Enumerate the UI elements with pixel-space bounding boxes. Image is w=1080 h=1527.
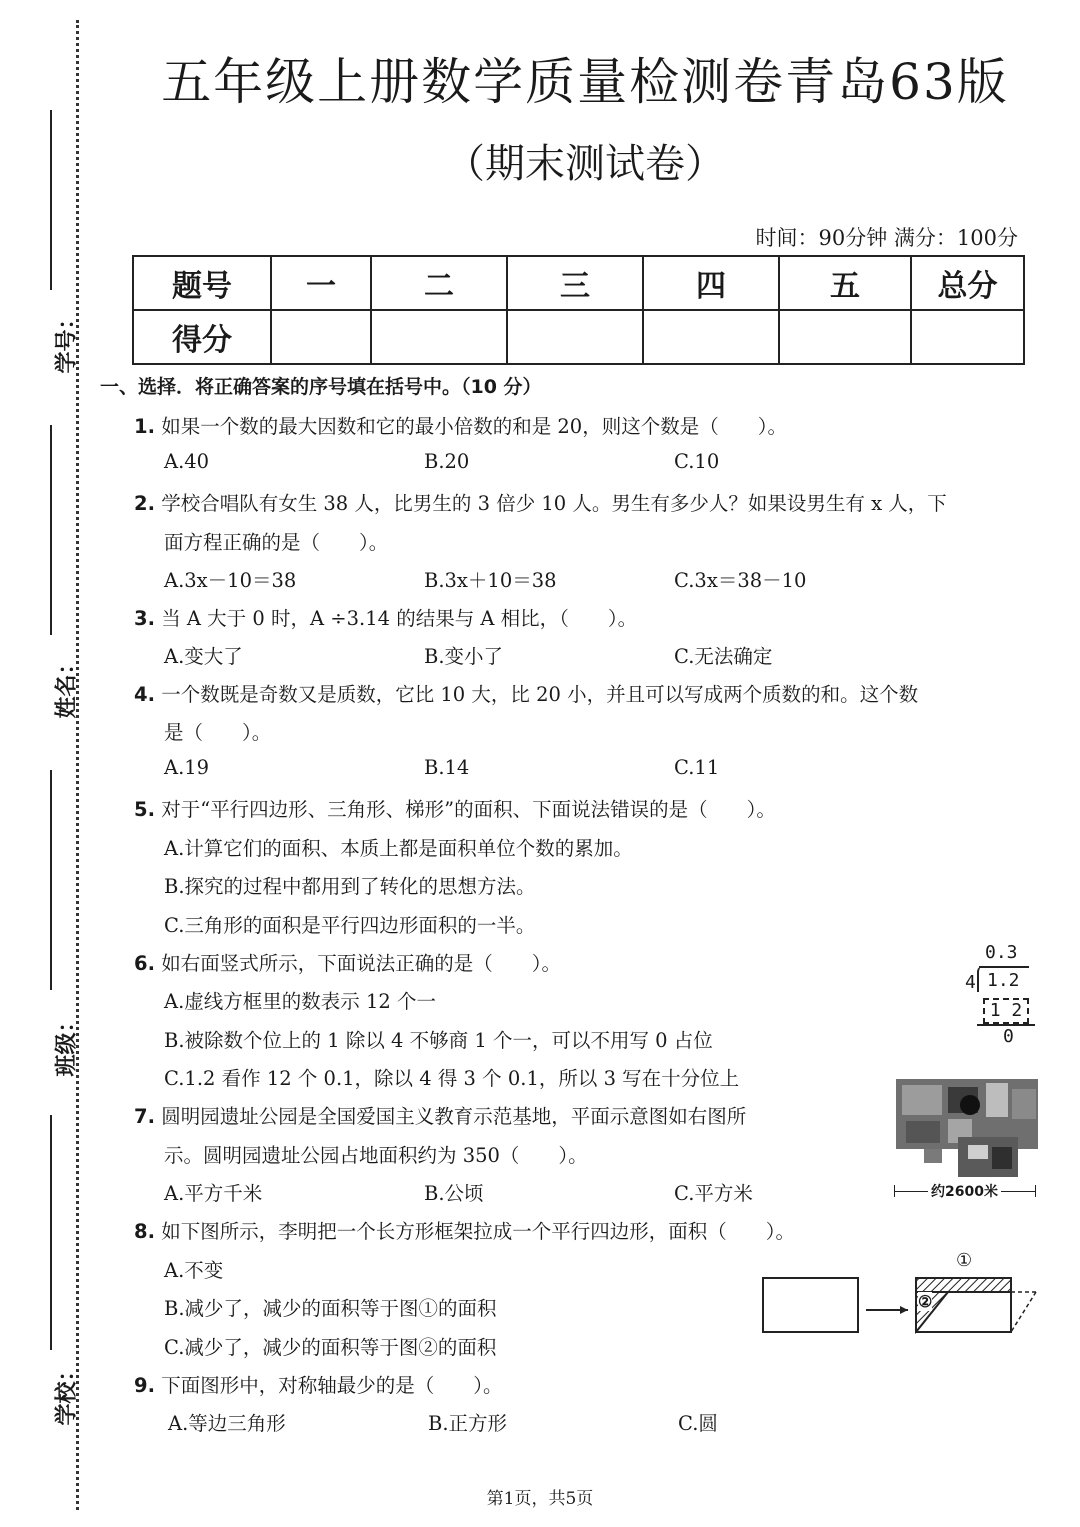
score-value-row [133,310,1024,364]
question-text-cont: 是（ ）。 [164,721,272,744]
question-1 [134,411,787,439]
question-number: 4. [134,683,155,706]
question-number: 2. [134,492,155,515]
question-text: 下面图形中，对称轴最少的是（ ）。 [161,1374,503,1397]
question-text: 如下图所示，李明把一个长方形框架拉成一个平行四边形，面积（ ）。 [161,1220,795,1243]
option-b[interactable]: B.减少了，减少的面积等于图①的面积 [164,1297,497,1320]
question-8 [134,1216,795,1244]
option-c[interactable]: C.11 [674,756,720,779]
time-info: 时间：90分钟 满分：100分 [755,226,1018,250]
school-rule [50,1115,52,1350]
question-7 [134,1101,746,1129]
division-remainder: 0 [1003,1026,1014,1047]
option-b[interactable]: B.20 [424,450,470,473]
option-a[interactable]: A.等边三角形 [168,1412,286,1435]
park-map-figure [888,1075,1040,1205]
question-text: 当 A 大于 0 时，A ÷3.14 的结果与 A 相比，（ ）。 [161,607,638,630]
frame-transform-diagram [758,1252,1048,1342]
class-label: 班级： [54,1010,80,1077]
option-a[interactable]: A.3x－10＝38 [164,569,297,592]
question-text: 一个数既是奇数又是质数，它比 10 大，比 20 小，并且可以写成两个质数的和。这个数 [161,683,919,706]
question-number: 7. [134,1105,155,1128]
score-header-cell: 题号 [133,256,271,310]
question-text: 圆明园遗址公园是全国爱国主义教育示范基地，平面示意图如右图所 [161,1105,747,1128]
question-number: 8. [134,1220,155,1243]
school-label: 学校： [54,1359,80,1426]
question-number: 5. [134,798,155,821]
question-number: 9. [134,1374,155,1397]
option-b[interactable]: B.14 [424,756,470,779]
option-c[interactable]: C.1.2 看作 12 个 0.1，除以 4 得 3 个 0.1，所以 3 写在十分位上 [164,1067,740,1090]
scale-label: 约2600米 [928,1181,1001,1201]
score-cell[interactable] [779,310,911,364]
option-a[interactable]: A.计算它们的面积、本质上都是面积单位个数的累加。 [164,837,633,860]
question-text-cont: 示。圆明园遗址公园占地面积约为 350（ ）。 [164,1144,588,1167]
score-header-cell: 二 [371,256,507,310]
option-a[interactable]: A.虚线方框里的数表示 12 个一 [164,990,436,1013]
section-heading: 一、选择．将正确答案的序号填在括号中。（10 分） [100,376,542,398]
option-b[interactable]: B.被除数个位上的 1 除以 4 不够商 1 个一，可以不用写 0 占位 [164,1029,713,1052]
score-header-cell: 一 [271,256,371,310]
binding-dotted-line [76,20,79,1510]
question-number: 1. [134,415,155,438]
school-field[interactable] [18,1115,80,1426]
score-cell[interactable] [271,310,371,364]
question-9 [134,1370,502,1398]
student-no-rule [50,110,52,290]
class-rule [50,770,52,990]
name-rule [50,425,52,635]
scale-tick-left [894,1185,895,1197]
option-c[interactable]: C.圆 [678,1412,718,1435]
question-6 [134,948,561,976]
division-dividend: 1.2 [987,970,1020,991]
score-cell[interactable] [507,310,643,364]
option-b[interactable]: B.探究的过程中都用到了转化的思想方法。 [164,875,536,898]
option-b[interactable]: B.正方形 [428,1412,508,1435]
class-field[interactable] [18,770,80,1077]
option-a[interactable]: A.40 [164,450,210,473]
option-a[interactable]: A.不变 [164,1259,224,1282]
question-5 [134,794,776,822]
question-text: 如右面竖式所示，下面说法正确的是（ ）。 [161,952,561,975]
label-region-2: ② [918,1292,933,1311]
student-no-field[interactable] [18,110,80,374]
option-a[interactable]: A.变大了 [164,645,243,668]
division-product-dashed-box: 1 2 [983,998,1029,1024]
score-cell[interactable] [371,310,507,364]
option-c[interactable]: C.减少了，减少的面积等于图②的面积 [164,1336,497,1359]
question-number: 6. [134,952,155,975]
name-label: 姓名： [54,652,80,719]
score-header-cell: 五 [779,256,911,310]
option-a[interactable]: A.19 [164,756,210,779]
student-no-label: 学号： [54,307,80,374]
score-header-row [133,256,1024,310]
option-a[interactable]: A.平方千米 [164,1182,263,1205]
score-row-label: 得分 [133,310,271,364]
park-map-image [888,1075,1040,1183]
score-header-cell: 总分 [911,256,1024,310]
question-text: 对于“平行四边形、三角形、梯形”的面积、下面说法错误的是（ ）。 [161,798,776,821]
original-rectangle [763,1278,858,1332]
score-table [132,255,1025,365]
option-c[interactable]: C.无法确定 [674,645,773,668]
division-bracket [977,966,983,992]
option-c[interactable]: C.三角形的面积是平行四边形面积的一半。 [164,914,536,937]
division-quotient: 0.3 [985,942,1018,963]
rectangle-parallelogram-figure [758,1252,1048,1342]
question-text: 如果一个数的最大因数和它的最小倍数的和是 20，则这个数是（ ）。 [161,415,787,438]
page-subtitle: （期末测试卷） [445,141,725,187]
question-2 [134,488,947,516]
option-c[interactable]: C.3x＝38－10 [674,569,807,592]
score-header-cell: 四 [643,256,779,310]
question-number: 3. [134,607,155,630]
page-footer: 第1页，共5页 [486,1489,594,1509]
option-b[interactable]: B.公顷 [424,1182,484,1205]
division-divisor: 4 [965,972,976,993]
region-1 [916,1278,1011,1292]
question-3 [134,603,637,631]
option-b[interactable]: B.变小了 [424,645,504,668]
division-bar [979,966,1029,968]
score-header-cell: 三 [507,256,643,310]
score-cell[interactable] [911,310,1024,364]
score-cell[interactable] [643,310,779,364]
option-c[interactable]: C.10 [674,450,720,473]
option-b[interactable]: B.3x＋10＝38 [424,569,557,592]
page-title: 五年级上册数学质量检测卷青岛63版 [161,53,1009,111]
question-4 [134,679,918,707]
option-c[interactable]: C.平方米 [674,1182,753,1205]
scale-tick-right [1035,1185,1036,1197]
question-text-cont: 面方程正确的是（ ）。 [164,531,389,554]
name-field[interactable] [18,425,80,719]
question-text: 学校合唱队有女生 38 人，比男生的 3 倍少 10 人。男生有多少人？如果设男生有 x 人，下 [161,492,947,515]
label-region-1: ① [956,1250,973,1271]
long-division-figure [955,940,1045,1050]
